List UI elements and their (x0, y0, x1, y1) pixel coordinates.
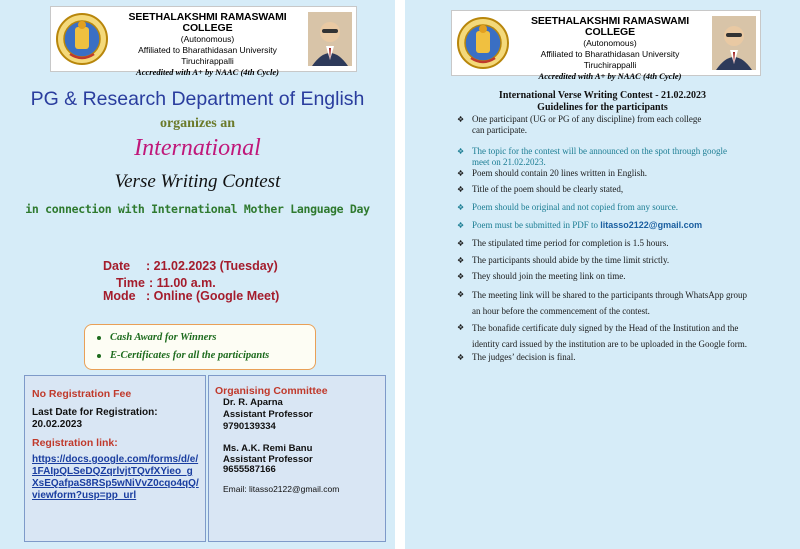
college-city: Tiruchirappalli (583, 60, 637, 70)
registration-box (24, 375, 206, 542)
diamond-bullet-icon: ❖ (457, 272, 465, 281)
founder-portrait-icon (712, 16, 756, 70)
committee-box (208, 375, 386, 542)
award-item: Cash Award for Winners (97, 332, 217, 343)
diamond-bullet-icon: ❖ (457, 115, 465, 124)
member-phone: 9790139334 (223, 421, 276, 432)
committee-email: Email: litasso2122@gmail.com (223, 484, 340, 494)
guideline-item: ❖ The meeting link will be shared to the participants through WhatsApp group an hour before the commencement of the contest. (457, 287, 787, 319)
submission-email[interactable]: litasso2122@gmail.com (600, 220, 703, 230)
college-seal-icon (55, 12, 109, 66)
guidelines-title: International Verse Writing Contest - 21.02.2023 (498, 90, 707, 101)
guideline-item: ❖ The topic for the contest will be announced on the spot through google meet on 21.02.2023. (457, 146, 727, 167)
guideline-item: ❖ The judges’ decision is final. (457, 352, 576, 362)
member-phone: 9655587166 (223, 464, 276, 475)
poster-page (0, 0, 395, 549)
diamond-bullet-icon: ❖ (457, 147, 465, 156)
diamond-bullet-icon: ❖ (457, 203, 465, 212)
college-seal-icon (456, 16, 510, 70)
time-value: : 11.00 a.m. (149, 276, 216, 290)
guideline-item: ❖ Poem must be submitted in PDF to litasso2122@gmail.com (457, 220, 703, 230)
college-naac: Accredited with A+ by NAAC (4th Cycle) (538, 71, 682, 81)
member-name: Dr. R. Aparna (223, 397, 283, 408)
bullet-icon (97, 354, 101, 358)
guideline-item: ❖ Poem should contain 20 lines written in English. (457, 168, 647, 178)
college-header (50, 6, 357, 77)
department-title: PG & Research Department of English (30, 88, 365, 110)
international-title: International (134, 135, 261, 161)
guidelines-subtitle: Guidelines for the participants (537, 102, 668, 113)
college-name: SEETHALAKSHMI RAMASWAMI COLLEGE (530, 15, 690, 38)
date-label: Date (103, 259, 131, 273)
guideline-item: ❖ Poem should be original and not copied from any source. (457, 202, 678, 212)
connection-text: in connection with International Mother Language Day (25, 202, 370, 216)
college-autonomous: (Autonomous) (180, 34, 235, 44)
time-label: Time (116, 276, 145, 290)
diamond-bullet-icon: ❖ (457, 221, 465, 230)
guideline-item: ❖ The participants should abide by the time limit strictly. (457, 255, 670, 265)
committee-title: Organising Committee (215, 385, 328, 397)
award-item: E-Certificates for all the participants (97, 350, 269, 361)
diamond-bullet-icon: ❖ (457, 323, 465, 332)
diamond-bullet-icon: ❖ (457, 353, 465, 362)
diamond-bullet-icon: ❖ (457, 256, 465, 265)
college-name: SEETHALAKSHMI RAMASWAMI COLLEGE (128, 11, 287, 34)
member-name: Ms. A.K. Remi Banu (223, 443, 313, 454)
founder-portrait-icon (308, 12, 352, 66)
guideline-item: ❖ They should join the meeting link on time. (457, 271, 626, 281)
mode-value: : Online (Google Meet) (146, 289, 280, 303)
member-role: Assistant Professor (223, 454, 313, 465)
college-affiliation: Affiliated to Bharathidasan University (138, 45, 277, 55)
guideline-item: ❖ The bonafide certificate duly signed by the Head of the Institution and the identity card issued by the institution are to be uploaded in the Google form. (457, 320, 787, 352)
member-role: Assistant Professor (223, 409, 313, 420)
contest-title: Verse Writing Contest (114, 171, 281, 192)
guideline-item: ❖ The stipulated time period for completion is 1.5 hours. (457, 238, 669, 248)
diamond-bullet-icon: ❖ (457, 290, 465, 299)
college-autonomous: (Autonomous) (583, 38, 637, 48)
date-value: : 21.02.2023 (Tuesday) (146, 259, 278, 273)
college-affiliation: Affiliated to Bharathidasan University (540, 49, 680, 59)
guidelines-page (405, 0, 800, 549)
guideline-item: ❖ One participant (UG or PG of any discipline) from each college can participate. (457, 114, 702, 135)
last-date-value: 20.02.2023 (32, 419, 83, 430)
registration-link-label: Registration link: (32, 437, 118, 449)
college-naac: Accredited with A+ by NAAC (4th Cycle) (136, 67, 279, 77)
diamond-bullet-icon: ❖ (457, 239, 465, 248)
page-gap (395, 0, 405, 549)
awards-box (84, 324, 316, 370)
college-city: Tiruchirappalli (181, 56, 234, 66)
diamond-bullet-icon: ❖ (457, 185, 465, 194)
guideline-item: ❖ Title of the poem should be clearly stated, (457, 184, 624, 194)
registration-link[interactable]: https://docs.google.com/forms/d/e/ 1FAIpQLSeDQZqrlvjtTQvfXYieo_g XsEQafpaS8RSp5wNiVvZ0cqo4qQ/ viewform?usp=pp_url (32, 454, 199, 501)
college-header (451, 10, 761, 81)
mode-label: Mode (103, 289, 136, 303)
bullet-icon (97, 336, 101, 340)
registration-fee: No Registration Fee (32, 388, 132, 400)
organizes-text: organizes an (159, 116, 236, 131)
last-date-label: Last Date for Registration: (32, 407, 158, 418)
diamond-bullet-icon: ❖ (457, 169, 465, 178)
